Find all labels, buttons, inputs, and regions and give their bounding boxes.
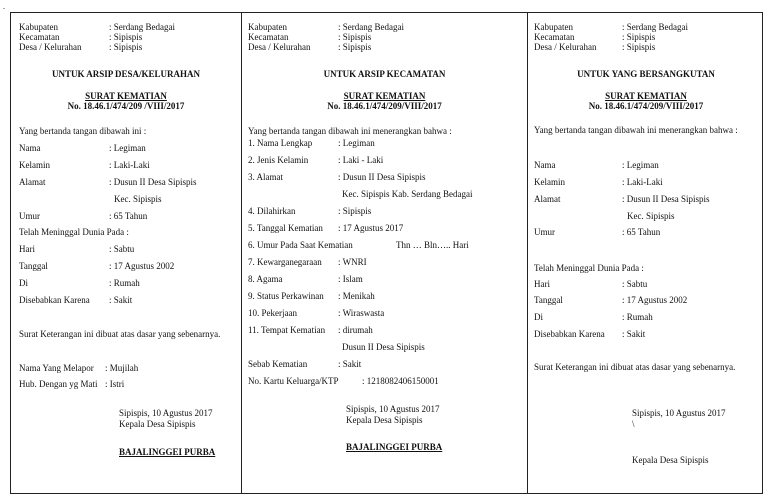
place-date: Sipispis, 10 Agustus 2017 [119, 408, 213, 418]
statement: Surat Keterangan ini dibuat atas dasar yang sebenarnya. [19, 329, 221, 339]
doc-title: SURAT KEMATIAN [85, 91, 167, 101]
intro-text: Yang bertanda tangan dibawah ini menerangkan bahwa : [248, 126, 452, 136]
doc-number: No. 18.46.1/474/209 /VIII/2017 [67, 101, 185, 111]
section-title: UNTUK ARSIP DESA/KELURAHAN [51, 69, 201, 79]
signer-title: Kepala Desa Sipispis [119, 419, 196, 429]
section-title: UNTUK ARSIP KECAMATAN [323, 69, 446, 79]
intro-text: Yang bertanda tangan dibawah ini : [19, 126, 147, 136]
signer-name: BAJALINGGEI PURBA [346, 442, 443, 452]
died-on-label: Telah Meninggal Dunia Pada : [19, 227, 129, 237]
death-certificate-sheet [10, 12, 763, 494]
doc-title: SURAT KEMATIAN [343, 91, 426, 101]
signer-title: Kepala Desa Sipispis [346, 415, 423, 425]
intro-text: Yang bertanda tangan dibawah ini menerangkan bahwa : [534, 125, 738, 135]
column-village-archive: Kabupaten : Serdang Bedagai Kecamatan : Sipispis Desa / Kelurahan : Sipispis UNTUK ARSIP DESA/KELURAHAN SURAT KEMATIAN No. 18.46.1/474/209 /VIII/2017 Yang bertanda tangan dibawah ini : Nama : Legiman Kelamin : Laki-Laki Alamat : Dusun II Desa Sipispis Kec. Sipispis Umur : 65 Tahun Telah Meninggal Dunia Pada : Hari : Sabtu Tanggal : 17 Agustus 2002 Di : Rumah Disebabkan Karena : Sakit Surat Keterangan ini dibuat atas dasar yang sebenarnya. Nama Yang Melapor : Mujilah Hub. Dengan yg Mati : Istri Sipispis, 10 Agustus 2017 Kepala Desa Sipispis BAJALINGGEI PURBA [11, 13, 241, 493]
section-title: UNTUK YANG BERSANGKUTAN [577, 69, 715, 79]
place-date: Sipispis, 10 Agustus 2017 [346, 404, 440, 414]
signer-title: Kepala Desa Sipispis [632, 455, 709, 465]
place-date: Sipispis, 10 Agustus 2017 [632, 408, 726, 418]
signer-name: BAJALINGGEI PURBA [119, 447, 216, 457]
top-mark: . [3, 2, 5, 11]
doc-number: No. 18.46.1/474/209/VIII/2017 [327, 101, 442, 111]
doc-title: SURAT KEMATIAN [605, 91, 687, 101]
statement: Surat Keterangan ini dibuat atas dasar yang sebenarnya. [534, 362, 736, 372]
column-recipient: Kabupaten : Serdang Bedagai Kecamatan : Sipispis Desa / Kelurahan : Sipispis UNTUK YANG BERSANGKUTAN SURAT KEMATIAN No. 18.46.1/474/209/VIII/2017 Yang bertanda tangan dibawah ini menerangkan bahwa : Nama : Legiman Kelamin : Laki-Laki Alamat : Dusun II Desa Sipispis Kec. Sipispis Umur : 65 Tahun Telah Meninggal Dunia Pada : Hari : Sabtu Tanggal : 17 Agustus 2002 Di : Rumah Disebabkan Karena : Sakit Surat Keterangan ini dibuat atas dasar yang sebenarnya. Sipispis, 10 Agustus 2017 \ Kepala Desa Sipispis [527, 13, 764, 493]
doc-number: No. 18.46.1/474/209/VIII/2017 [588, 101, 704, 111]
column-district-archive: Kabupaten : Serdang Bedagai Kecamatan : Sipispis Desa / Kelurahan : Sipispis UNTUK ARSIP KECAMATAN SURAT KEMATIAN No. 18.46.1/474/209/VIII/2017 Yang bertanda tangan dibawah ini menerangkan bahwa : 1. Nama Lengkap : Legiman 2. Jenis Kelamin : Laki - Laki 3. Alamat : Dusun II Desa Sipispis Kec. Sipispis Kab. Serdang Bedagai 4. Dilahirkan : Sipispis 5. Tanggal Kematian : 17 Agustus 2017 6. Umur Pada Saat Kematian Thn … Bln….. Hari 7. Kewarganegaraan : WNRI 8. Agama : Islam 9. Status Perkawinan : Menikah 10. Pekerjaan : Wiraswasta 11. Tempat Kematian : dirumah Dusun II Desa Sipispis Sebab Kematian : Sakit No. Kartu Keluarga/KTP : 1218082406150001 Sipispis, 10 Agustus 2017 Kepala Desa Sipispis BAJALINGGEI PURBA [241, 13, 527, 493]
backslash-mark: \ [632, 419, 635, 429]
died-on-label: Telah Meninggal Dunia Pada : [534, 263, 644, 273]
